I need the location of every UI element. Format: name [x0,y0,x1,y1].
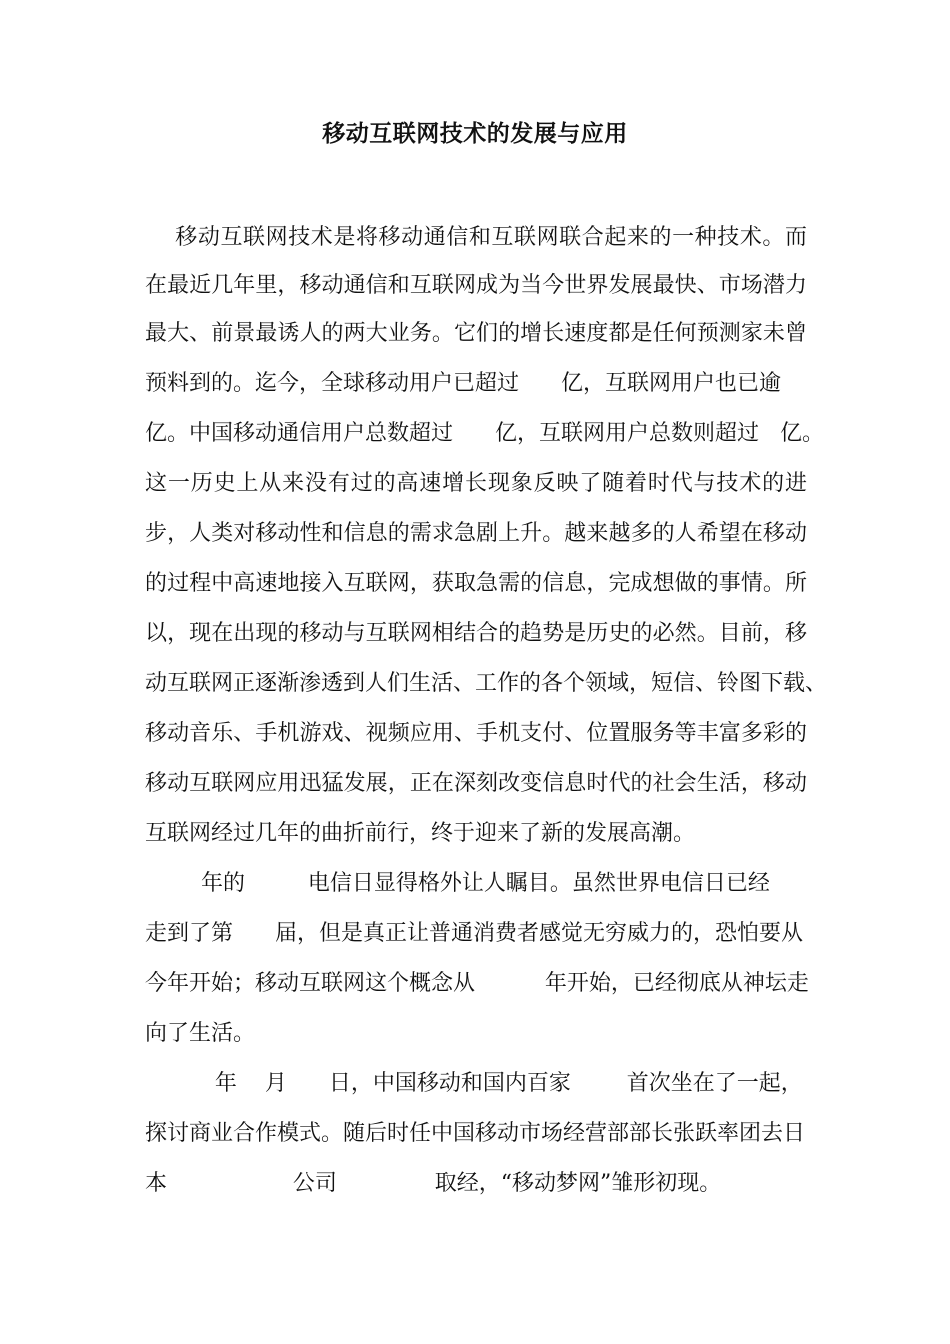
paragraph-line: 移动互联网技术是将移动通信和互联网联合起来的一种技术。而 [145,225,807,250]
paragraph-line: 最大、前景最诱人的两大业务。它们的增长速度都是任何预测家未曾 [145,321,807,346]
paragraph-line: 动互联网正逐渐渗透到人们生活、工作的各个领域，短信、铃图下载、 [145,671,828,696]
paragraph-line: 走到了第 届，但是真正让普通消费者感觉无穷威力的，恐怕要从 [145,921,803,946]
document-title: 移动互联网技术的发展与应用 [322,120,628,147]
paragraph-line: 年的 电信日显得格外让人瞩目。虽然世界电信日已经 [145,871,770,896]
paragraph-line: 互联网经过几年的曲折前行，终于迎来了新的发展高潮。 [145,821,696,846]
paragraph-line: 在最近几年里，移动通信和互联网成为当今世界发展最快、市场潜力 [145,273,807,298]
paragraph-line: 探讨商业合作模式。随后时任中国移动市场经营部部长张跃率团去日 [145,1121,806,1146]
paragraph-line: 移动音乐、手机游戏、视频应用、手机支付、位置服务等丰富多彩的 [145,721,807,746]
paragraph-line: 这一历史上从来没有过的高速增长现象反映了随着时代与技术的进 [145,471,807,496]
paragraph-line: 今年开始；移动互联网这个概念从 年开始，已经彻底从神坛走 [145,971,809,996]
paragraph-line: 向了生活。 [145,1021,256,1046]
paragraph-line: 移动互联网应用迅猛发展，正在深刻改变信息时代的社会生活，移动 [145,771,807,796]
paragraph-line: 年 月 日，中国移动和国内百家 首次坐在了一起， [145,1071,803,1096]
paragraph-line: 预料到的。迄今，全球移动用户已超过 亿，互联网用户也已逾 [145,371,781,396]
paragraph-line: 以，现在出现的移动与互联网相结合的趋势是历史的必然。目前，移 [145,621,807,646]
paragraph-line: 本 公司 取经，“移动梦网”雏形初现。 [145,1171,722,1196]
paragraph-line: 亿。中国移动通信用户总数超过 亿，互联网用户总数则超过 亿。 [145,421,824,446]
paragraph-line: 步，人类对移动性和信息的需求急剧上升。越来越多的人希望在移动 [145,521,807,546]
paragraph-line: 的过程中高速地接入互联网，获取急需的信息，完成想做的事情。所 [145,571,807,596]
